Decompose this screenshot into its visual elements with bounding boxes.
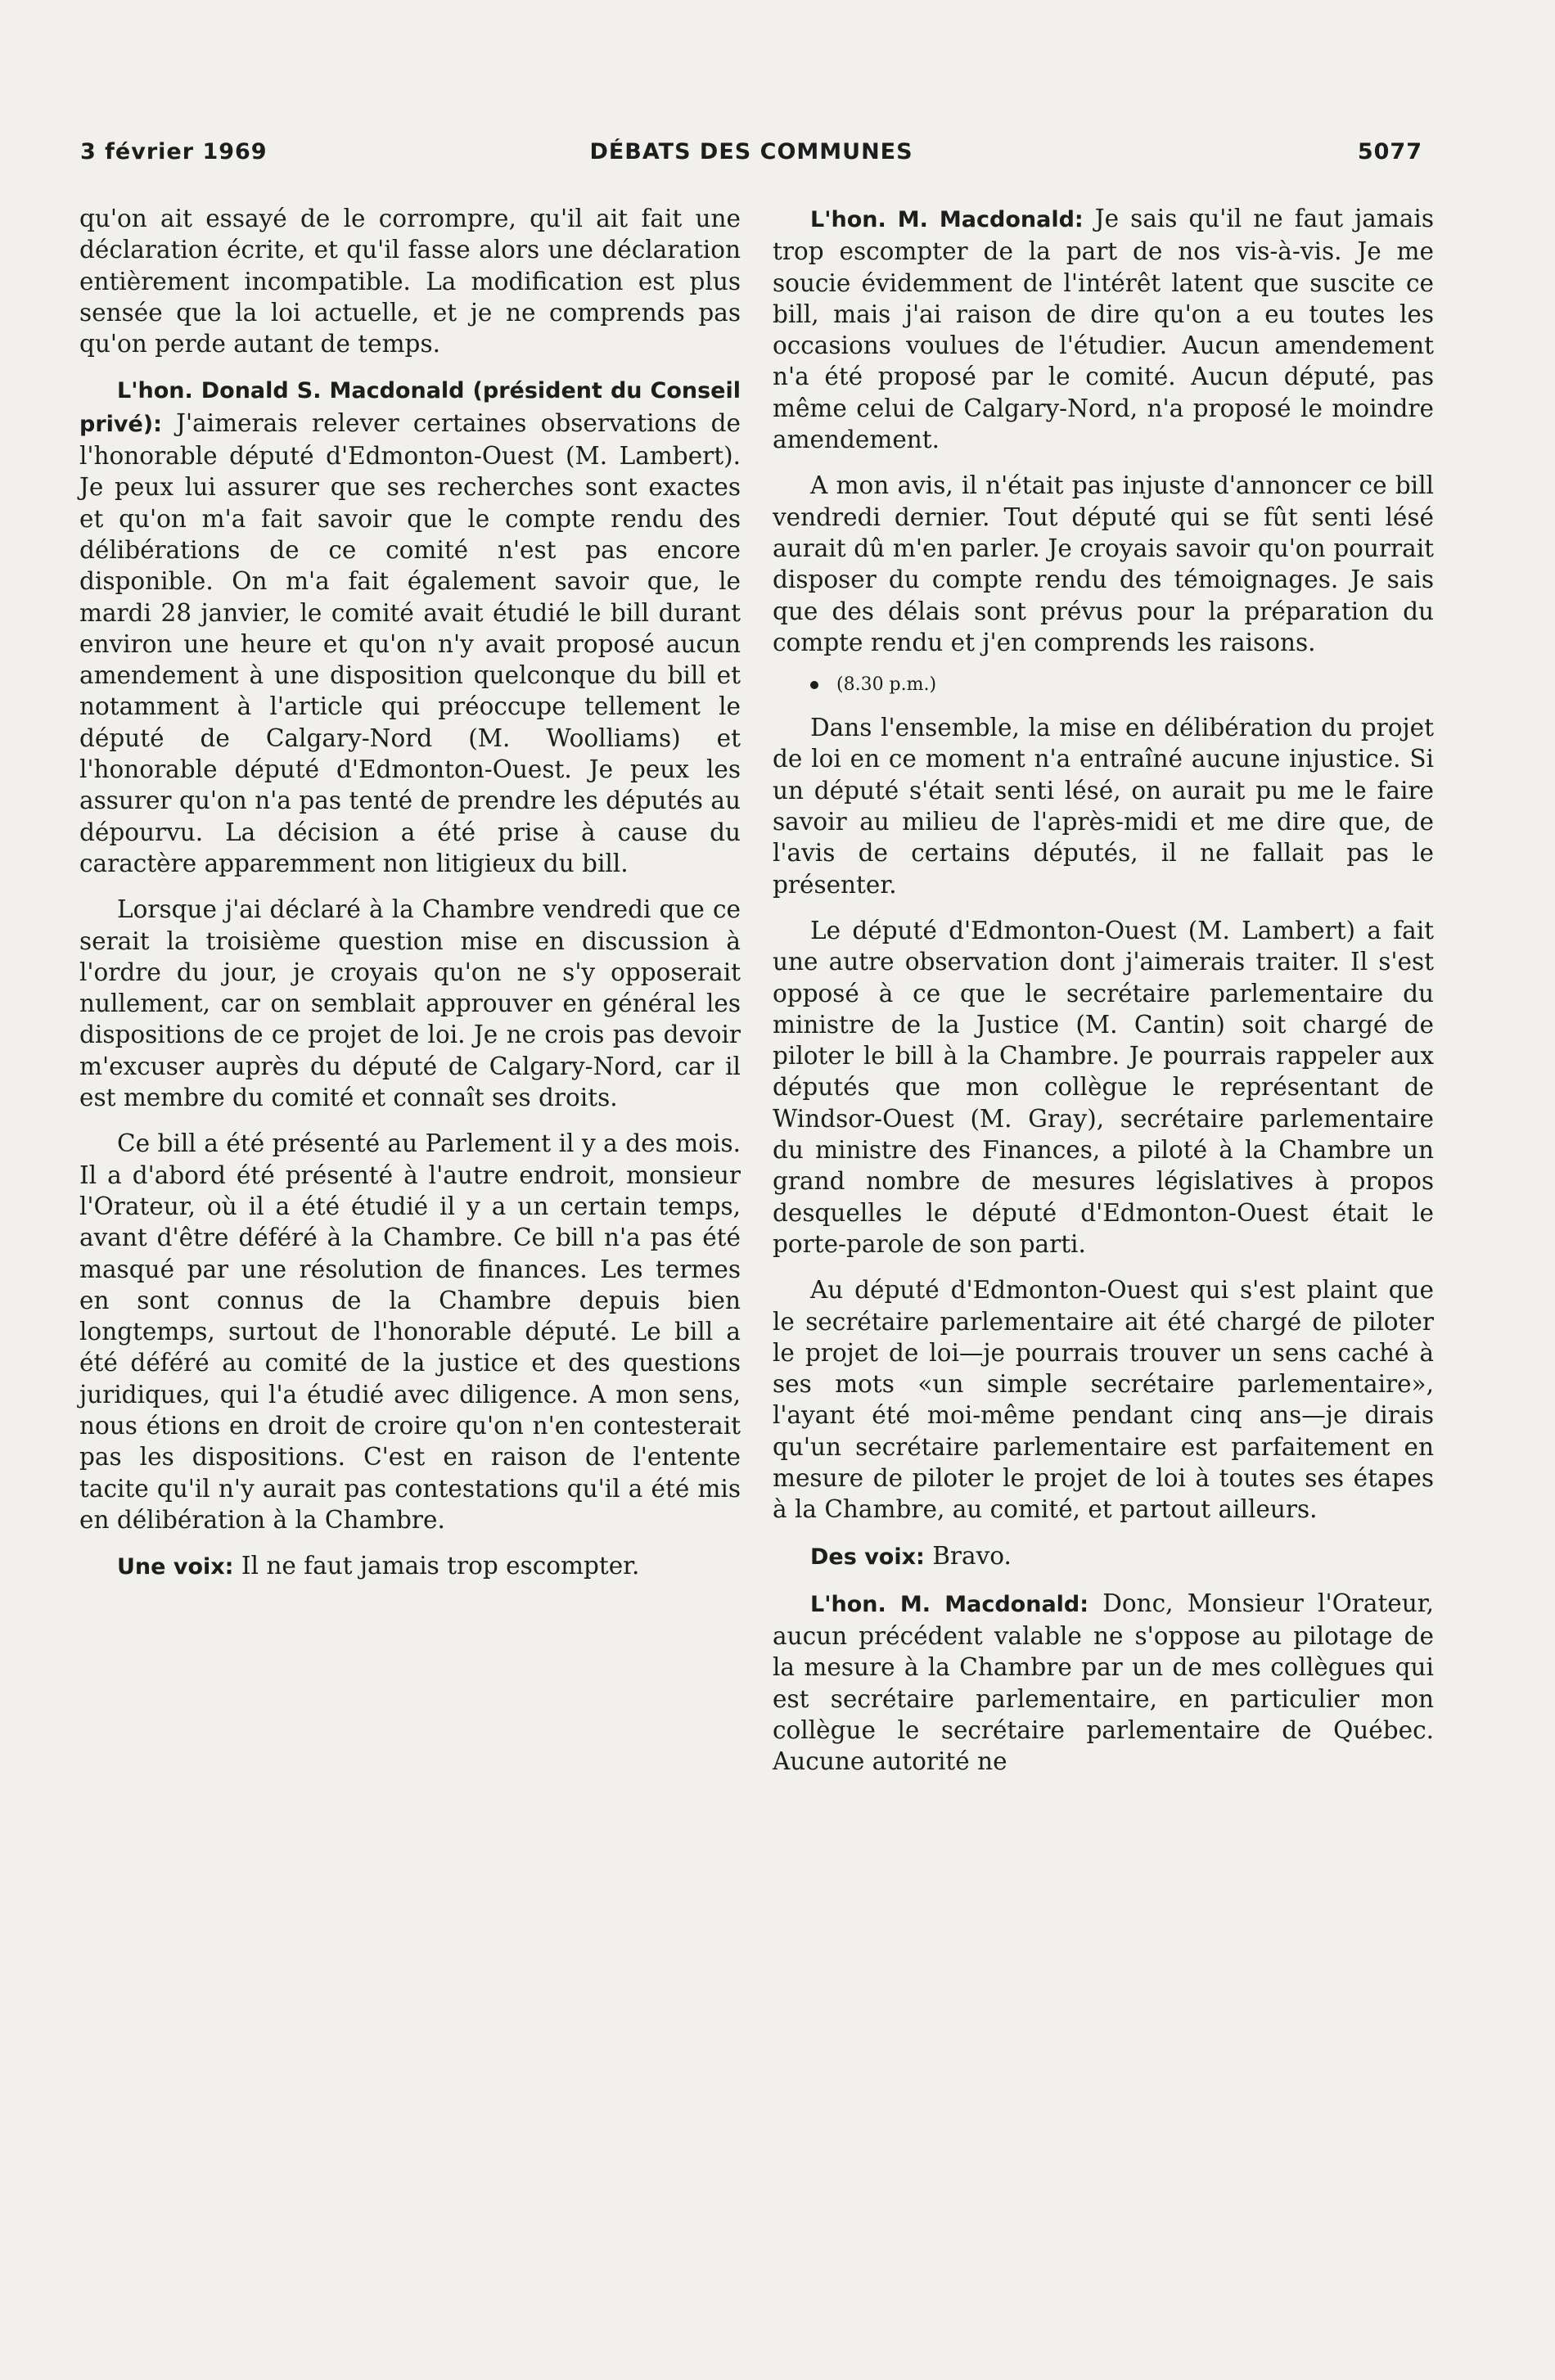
paragraph bbox=[773, 1540, 1434, 1573]
paragraph bbox=[773, 470, 1434, 658]
left-column bbox=[79, 203, 741, 1598]
time-text: (8.30 p.m.) bbox=[836, 674, 937, 696]
speaker-name: L'hon. Donald S. Macdonald (président du Conseil privé): bbox=[79, 378, 741, 437]
paragraph-text: Le député d'Edmonton-Ouest (M. Lambert) a fait une autre observation dont j'aimerais traiter. Il s'est opposé à ce que le secrétaire parlementaire du ministre de la Justice (M. Cantin) soit chargé de piloter le bill à la Chambre. Je pourrais rappeler aux députés que mon collègue le représentant de Windsor-Ouest (M. Gray), secrétaire parlementaire du ministre des Finances, a piloté à la Chambre un grand nombre de mesures législatives à propos desquelles le député d'Edmonton-Ouest était le porte-parole de son parti. bbox=[773, 916, 1434, 1258]
paragraph-text: Bravo. bbox=[932, 1541, 1012, 1570]
paragraph bbox=[773, 1274, 1434, 1525]
page-header bbox=[80, 139, 1422, 175]
speaker-name: L'hon. M. Macdonald: bbox=[810, 207, 1084, 232]
paragraph-text: qu'on ait essayé de le corrompre, qu'il ait fait une déclaration écrite, et qu'il fasse alors une déclaration entièrement incompatible. La modification est plus sensée que la loi actuelle, et je ne comprends pas qu'on perde autant de temps. bbox=[79, 205, 741, 358]
speaker-name: Une voix: bbox=[117, 1554, 234, 1580]
page-number: 5077 bbox=[1357, 139, 1422, 165]
bullet-icon bbox=[810, 681, 818, 689]
paragraph bbox=[773, 1588, 1434, 1778]
paragraph-text: J'aimerais relever certaines observations de l'honorable député d'Edmonton-Ouest (M. Lambert). Je peux lui assurer que ses recherches sont exactes et qu'on m'a fait savoir que le compte rendu des délibérations de ce comité n'est pas encore disponible. On m'a fait également savoir que, le mardi 28 janvier, le comité avait étudié le bill durant environ une heure et qu'on n'y avait proposé aucun amendement à une disposition quelconque du bill et notamment à l'article qui préoccupe tellement le député de Calgary-Nord (M. Woolliams) et l'honorable député d'Edmonton-Ouest. Je peux les assurer qu'on n'a pas tenté de prendre les députés au dépourvu. La décision a été prise à cause du caractère apparemment non litigieux du bill. bbox=[79, 408, 741, 877]
paragraph-text: Je sais qu'il ne faut jamais trop escompter de la part de nos vis-à-vis. Je me soucie évidemment de l'intérêt latent que suscite ce bill, mais j'ai raison de dire qu'on a eu toutes les occasions voulues de l'étudier. Aucun amendement n'a été proposé par le comité. Aucun député, pas même celui de Calgary-Nord, n'a proposé le moindre amendement. bbox=[773, 205, 1434, 454]
paragraph-text: Il ne faut jamais trop escompter. bbox=[241, 1552, 640, 1580]
paragraph bbox=[773, 915, 1434, 1260]
paragraph bbox=[79, 203, 741, 359]
right-column bbox=[773, 203, 1434, 1792]
speaker-name: Des voix: bbox=[810, 1544, 925, 1570]
paragraph bbox=[79, 374, 741, 879]
speaker-name: L'hon. M. Macdonald: bbox=[810, 1591, 1089, 1617]
paragraph-text: A mon avis, il n'était pas injuste d'annoncer ce bill vendredi dernier. Tout député qui se fût senti lésé aurait dû m'en parler. Je croyais savoir qu'on pourrait disposer du compte rendu des témoignages. Je sais que des délais sont prévus pour la préparation du compte rendu et j'en comprends les raisons. bbox=[773, 471, 1434, 656]
header-title: DÉBATS DES COMMUNES bbox=[589, 139, 913, 165]
paragraph bbox=[79, 1128, 741, 1535]
paragraph bbox=[79, 1550, 741, 1583]
paragraph-text: Dans l'ensemble, la mise en délibération du projet de loi en ce moment n'a entraîné aucune injustice. Si un député s'était senti lésé, on aurait pu me le faire savoir au milieu de l'après-midi et me dire que, de l'avis de certains députés, il ne fallait pas le présenter. bbox=[773, 714, 1434, 899]
paragraph bbox=[773, 203, 1434, 455]
header-date: 3 février 1969 bbox=[80, 139, 268, 165]
paragraph-text: Ce bill a été présenté au Parlement il y a des mois. Il a d'abord été présenté à l'autre endroit, monsieur l'Orateur, où il a été étudié il y a un certain temps, avant d'être déféré à la Chambre. Ce bill n'a pas été masqué par une résolution de finances. Les termes en sont connus de la Chambre depuis bien longtemps, surtout de l'honorable député. Le bill a été déféré au comité de la justice et des questions juridiques, qui l'a étudié avec diligence. A mon sens, nous étions en droit de croire qu'on n'en contesterait pas les dispositions. C'est en raison de l'entente tacite qu'il n'y aurait pas contestations qu'il a été mis en délibération à la Chambre. bbox=[79, 1129, 741, 1534]
paragraph bbox=[79, 894, 741, 1113]
paragraph-text: Lorsque j'ai déclaré à la Chambre vendredi que ce serait la troisième question mise en discussion à l'ordre du jour, je croyais qu'on ne s'y opposerait nullement, car on semblait approuver en général les dispositions de ce projet de loi. Je ne crois pas devoir m'excuser auprès du député de Calgary-Nord, car il est membre du comité et connaît ses droits. bbox=[79, 895, 741, 1112]
paragraph-text: Donc, Monsieur l'Orateur, aucun précédent valable ne s'oppose au pilotage de la mesure à la Chambre par un de mes collègues qui est secrétaire parlementaire, en particulier mon collègue le secrétaire parlementaire de Québec. Aucune autorité ne bbox=[773, 1589, 1434, 1776]
paragraph bbox=[773, 712, 1434, 900]
paragraph-text: Au député d'Edmonton-Ouest qui s'est plaint que le secrétaire parlementaire ait été chargé de piloter le projet de loi—je pourrais trouver un sens caché à ses mots «un simple secrétaire parlementaire», l'ayant été moi-même pendant cinq ans—je dirais qu'un secrétaire parlementaire est parfaitement en mesure de piloter le projet de loi à toutes ses étapes à la Chambre, au comité, et partout ailleurs. bbox=[773, 1276, 1434, 1524]
time-stamp bbox=[773, 673, 1434, 697]
